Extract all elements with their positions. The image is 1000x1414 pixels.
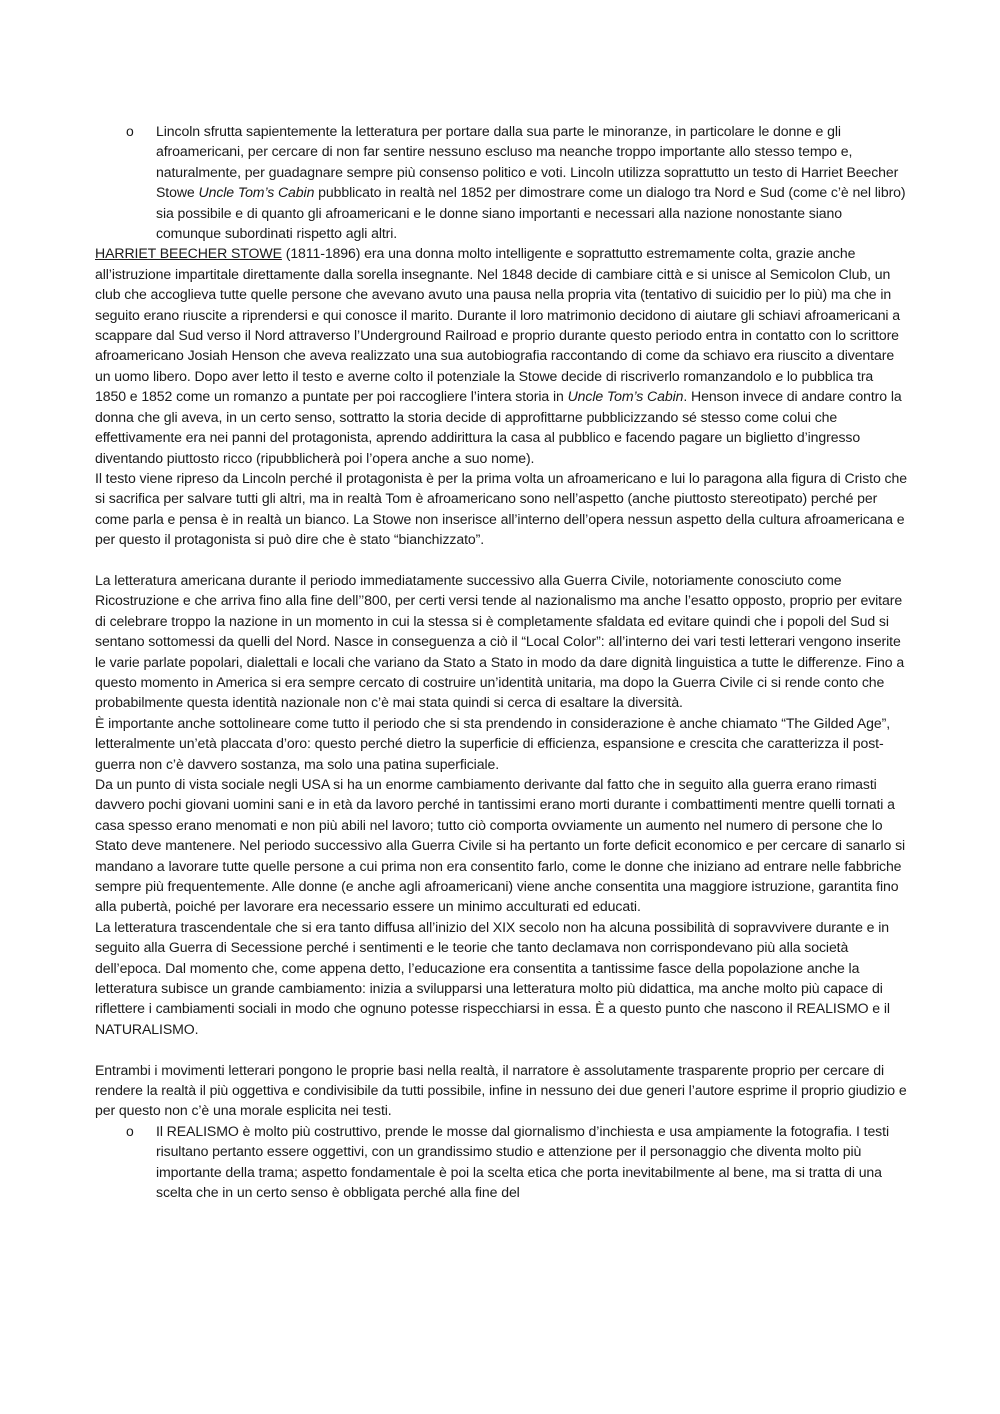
bullet-item-realismo bbox=[126, 1121, 907, 1203]
paragraph: Da un punto di vista sociale negli USA si ha un enorme cambiamento derivante dal fatto che in seguito alla guerra erano rimasti davvero pochi giovani uomini sani e in età da lavoro perché in tantissimi erano morti durante i combattimenti mentre quelli tornati a casa spesso erano menomati e non più abili nel lavoro; tutto ciò comporta ovviamente un aumento nel numero di persone che lo Stato deve mantenere. Nel periodo successivo alla Guerra Civile si ha pertanto un forte deficit economico e per cercare di sanarlo si mandano a lavorare tutte quelle persone a cui prima non era consentito farlo, come le donne che iniziano ad entrare nelle fabbriche sempre più frequentemente. Alle donne (e anche agli afroamericani) viene anche consentita una maggiore istruzione, garantita fino alla pubertà, poiché per lavorare era necessario essere un minimo acculturati ed educati. bbox=[95, 775, 906, 915]
paragraph: È importante anche sottolineare come tutto il periodo che si sta prendendo in considerazione è anche chiamato “The Gilded Age”, letteralmente un’età placcata d’oro: questo perché dietro la superficie di efficienza, espansione e crescita che caratterizza il post-guerra non c’è davvero sostanza, ma solo una patina superficiale. bbox=[95, 714, 891, 772]
text-segment: . Henson invece di andare contro la donna che gli aveva, in un certo senso, sottratto la storia decide di approfittarne pubblicizzando sé stesso come colui che effettivamente era nei panni del protagonista, aprendo addirittura la casa al pubblico e facendo pagare un biglietto d’ingresso diventando piuttosto ricco (ripubblicherà poi l’opera anche a suo nome). bbox=[95, 388, 902, 466]
author-name-heading: HARRIET BEECHER STOWE bbox=[95, 245, 282, 262]
text-segment: (1811-1896) era una donna molto intelligente e soprattutto estremamente colta, grazie anche all’istruzione impartitale direttamente dalla sorella insegnante. Nel 1848 decide di cambiare città e si unisce al Semicolon Club, un club che accoglieva tutte quelle persone che avevano avuto una pausa nella propria vita (tentativo di suicidio per lo più) ma che in seguito erano riuscite a riprendersi e qui conosce il marito. Durante il loro matrimonio decidono di aiutare gli schiavi afroamericani a scappare dal Sud verso il Nord attraverso l’Underground Railroad e proprio durante questo periodo entra in contatto con lo scrittore afroamericano Josiah Henson che aveva realizzato una sua autobiografia raccontando di come da schiavo era riuscito a diventare un uomo libero. Dopo aver letto il testo e averne colto il potenziale la Stowe decide di riscriverlo romanzandolo e lo pubblica tra 1850 e 1852 come un romanzo a puntate per poi raccogliere l’intera storia in bbox=[95, 245, 901, 405]
paragraph-stowe bbox=[95, 243, 907, 467]
book-title: Uncle Tom’s Cabin bbox=[567, 388, 684, 405]
text-segment: Lincoln sfrutta sapientemente la letteratura per portare dalla sua parte le minoranze, in particolare le donne e gli afroamericani, per cercare di non far sentire nessuno escluso ma neanche troppo importante allo stesso tempo e, naturalmente, per guadagnare sempre più consenso politico e voti. Lincoln utilizza soprattutto un testo di Harriet Beecher Stowe bbox=[156, 123, 899, 201]
paragraph: Il testo viene ripreso da Lincoln perché il protagonista è per la prima volta un afroamericano e lui lo paragona alla figura di Cristo che si sacrifica per salvare tutti gli altri, ma in realtà Tom è afroamericano sono nell’aspetto (anche piuttosto stereotipato) perché per come parla e pensa è in realtà un bianco. La Stowe non inserisce all’interno dell’opera nessun aspetto della cultura afroamericana e per questo il protagonista si può dire che è stato “bianchizzato”. bbox=[95, 469, 907, 548]
bullet-text: Il REALISMO è molto più costruttivo, prende le mosse dal giornalismo d’inchiesta e usa ampiamente la fotografia. I testi risultano pertanto essere oggettivi, con un grandissimo studio e attenzione per il personaggio che diventa molto più importante della trama; aspetto fondamentale è poi la scelta etica che porta inevitabilmente al bene, ma si tratta di una scelta che in un certo senso è obbligata perché alla fine del bbox=[156, 1122, 889, 1201]
bullet-text bbox=[156, 121, 907, 243]
paragraph: La letteratura trascendentale che si era tanto diffusa all’inizio del XIX secolo non ha alcuna possibilità di sopravvivere durante e in seguito alla Guerra di Secessione perché i sentimenti e le teorie che tanto declamava non corrispondevano più alla società dell’epoca. Dal momento che, come appena detto, l’educazione era consentita a tantissime fasce della popolazione anche la letteratura subisce un grande cambiamento: inizia a svilupparsi una letteratura molto più didattica, ma anche molto più capace di riflettere i cambiamenti sociali in modo che ognuno potesse rispecchiarsi in essa. È a questo punto che nascono il REALISMO e il NATURALISMO. bbox=[95, 918, 890, 1037]
paragraph: La letteratura americana durante il periodo immediatamente successivo alla Guerra Civile, notoriamente conosciuto come Ricostruzione e che arriva fino alla fine dell’’800, per certi versi tende al nazionalismo ma anche l’esatto opposto, proprio per evitare di celebrare troppo la nazione in un momento in cui la stessa si è completamente sfaldata ed evitare quindi che i popoli del Sud si sentano sottomessi da quelli del Nord. Nasce in conseguenza a ciò il “Local Color”: all’interno dei vari testi letterari vengono inserite le varie parlate popolari, dialettali e locali che variano da Stato a Stato in modo da dare dignità linguistica a tutte le differenze. Fino a questo momento in America si era sempre cercato di costruire un’identità unitaria, ma dopo la Guerra Civile ci si rende conto che probabilmente questa identità nazionale non c’è mai stata quindi si cerca di esaltare la diversità. bbox=[95, 571, 905, 711]
paragraph: Entrambi i movimenti letterari pongono le proprie basi nella realtà, il narratore è assolutamente trasparente proprio per cercare di rendere la realtà il più oggettiva e condivisibile da tutti possibile, infine in nessuno dei due generi l’autore esprime il proprio giudizio e per questo non c’è una morale esplicita nei testi. bbox=[95, 1061, 907, 1119]
bullet-marker: o bbox=[126, 1122, 134, 1139]
document-body bbox=[95, 121, 907, 1203]
text-segment: pubblicato in realtà nel 1852 per dimostrare come un dialogo tra Nord e Sud (come c’è nel libro) sia possibile e di quanto gli afroamericani e le donne siano importanti e necessari alla nazione nonostante siano comunque subordinati rispetto agli altri. bbox=[156, 184, 906, 242]
bullet-marker: o bbox=[126, 123, 134, 139]
blank-line bbox=[95, 1039, 907, 1059]
book-title: Uncle Tom’s Cabin bbox=[198, 184, 315, 201]
bullet-item-lincoln bbox=[126, 121, 907, 243]
blank-line bbox=[95, 550, 907, 570]
